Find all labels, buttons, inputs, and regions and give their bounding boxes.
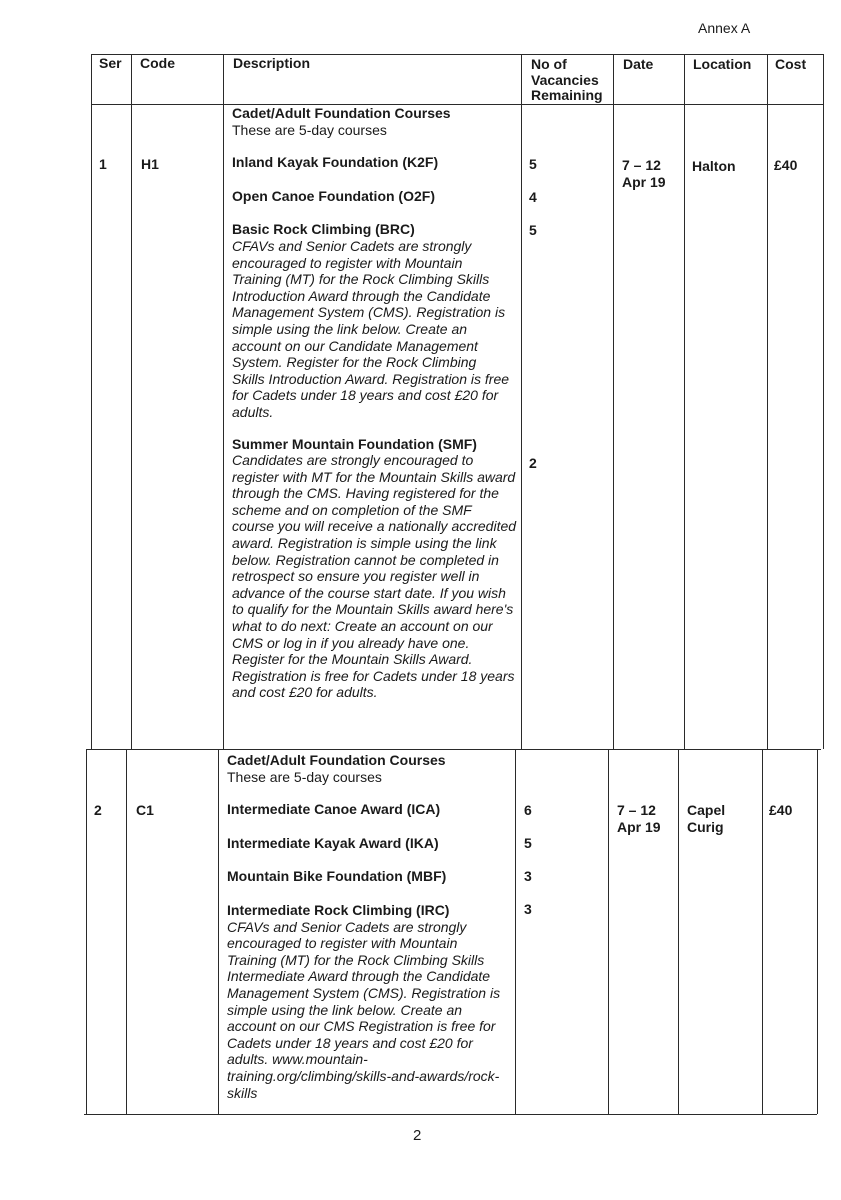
course-name: Summer Mountain Foundation (SMF): [232, 435, 477, 452]
course-name: Intermediate Kayak Award (IKA): [227, 834, 439, 851]
course-name: Intermediate Rock Climbing (IRC): [227, 901, 450, 918]
row2-code: C1: [136, 802, 154, 818]
col-divider: [86, 749, 87, 1114]
section-subtitle: These are 5-day courses: [232, 121, 387, 138]
col-divider: [613, 54, 614, 749]
col-divider: [218, 749, 219, 1114]
row2-vacancy: 5: [524, 835, 532, 851]
header-vacancies: No of Vacancies Remaining: [531, 56, 603, 103]
course-name: Mountain Bike Foundation (MBF): [227, 868, 447, 885]
col-divider: [684, 54, 685, 749]
header-cost: Cost: [775, 56, 807, 72]
course-name: Intermediate Canoe Award (ICA): [227, 801, 441, 818]
row2-vacancy: 6: [524, 802, 532, 818]
col-divider: [131, 54, 132, 749]
col-divider: [762, 749, 763, 1114]
header-code: Code: [140, 55, 175, 71]
row1-cost: £40: [774, 157, 798, 173]
row2-ser: 2: [94, 802, 102, 818]
row2-vacancy: 3: [524, 868, 532, 884]
annex-label: Annex A: [698, 20, 751, 36]
col-divider: [91, 54, 92, 749]
header-location: Location: [693, 56, 752, 72]
course-note: CFAVs and Senior Cadets are strongly encouraged to register with Mountain Training (MT) for the Rock Climbing Skills Intermediate Award through the Candidate Management System (CMS). Registration is simple using the link below. Create an account on our CMS Registration is free for Cadets under 18 years and cost £20 for adults. www.mountain-training.org/climbing/skills-and-awards/rock-skills: [227, 918, 501, 1101]
col-divider: [608, 749, 609, 1114]
row2-vacancy: 3: [524, 901, 532, 917]
section-title: Cadet/Adult Foundation Courses: [232, 105, 451, 121]
col-divider: [767, 54, 768, 749]
section-subtitle: These are 5-day courses: [227, 768, 382, 785]
row2-location: Capel Curig: [687, 802, 726, 835]
row2-date: 7 – 12 Apr 19: [617, 802, 661, 835]
col-divider: [126, 749, 127, 1114]
col-divider: [223, 54, 224, 749]
table-border-bottom: [84, 1114, 817, 1115]
page-number: 2: [413, 1127, 422, 1144]
row2-cost: £40: [769, 802, 793, 818]
course-name: Basic Rock Climbing (BRC): [232, 221, 415, 238]
row1-date: 7 – 12 Apr 19: [622, 157, 666, 190]
course-name: Open Canoe Foundation (O2F): [232, 187, 435, 204]
section-title: Cadet/Adult Foundation Courses: [227, 752, 446, 768]
table-border-right: [817, 749, 818, 1114]
header-ser: Ser: [99, 55, 122, 71]
col-divider: [678, 749, 679, 1114]
row1-vacancy: 5: [529, 156, 537, 172]
course-note: Candidates are strongly encouraged to register with MT for the Mountain Skills award through the CMS. Having registered for the scheme and on completion of the SMF course you will receive a nationally accredited award. Registration is simple using the link below. Registration cannot be completed in retrospect so ensure you register well in advance of the course start date. If you wish to qualify for the Mountain Skills award here's what to do next: Create an account on our CMS or log in if you already have one. Register for the Mountain Skills Award. Registration is free for Cadets under 18 years and cost £20 for adults.: [232, 452, 517, 701]
row1-vacancy: 4: [529, 189, 537, 205]
table-border-top: [91, 54, 824, 55]
row1-vacancy: 5: [529, 222, 537, 238]
row1-vacancy: 2: [529, 455, 537, 471]
course-note: CFAVs and Senior Cadets are strongly encouraged to register with Mountain Training (MT) for the Rock Climbing Skills Introduction Award through the Candidate Management System (CMS). Registration is simple using the link below. Create an account on our Candidate Management System. Register for the Rock Climbing Skills Introduction Award. Registration is free for Cadets under 18 years and cost £20 for adults.: [232, 237, 510, 420]
row-divider: [86, 749, 821, 750]
course-name: Inland Kayak Foundation (K2F): [232, 154, 439, 171]
row1-description: [232, 105, 522, 701]
row2-description: [227, 752, 517, 1101]
table-border-right: [823, 54, 824, 749]
row1-ser: 1: [99, 156, 107, 172]
row1-location: Halton: [692, 158, 736, 174]
header-date: Date: [623, 56, 654, 72]
header-description: Description: [233, 55, 311, 71]
row1-code: H1: [141, 156, 159, 172]
